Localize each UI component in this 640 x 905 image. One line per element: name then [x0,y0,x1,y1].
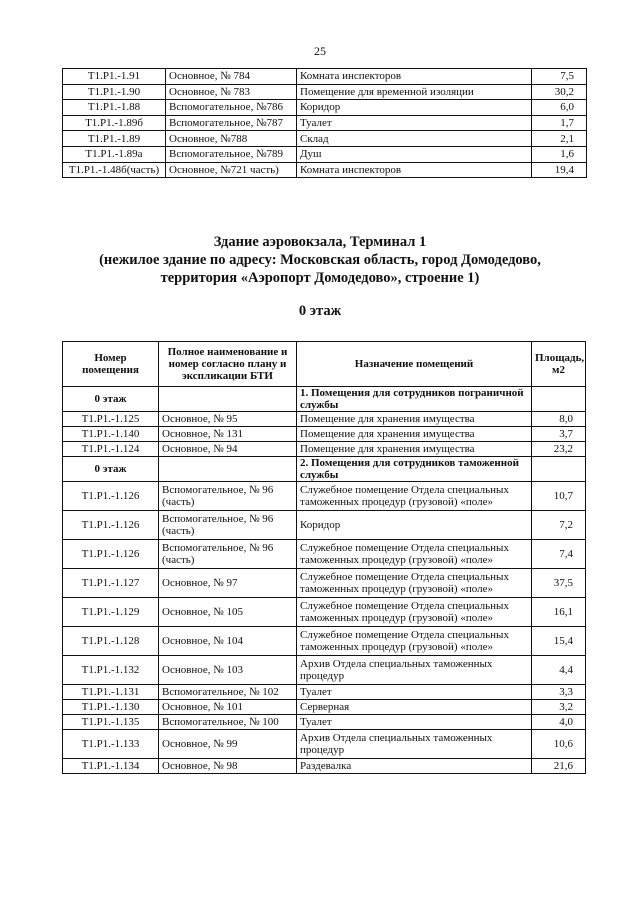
cell-purpose: Душ [297,146,532,162]
header-bti-name: Полное наименование и номер согласно плану и экспликации БТИ [159,342,297,387]
cell-area: 16,1 [532,598,586,627]
cell-purpose: Служебное помещение Отдела специальных таможенных процедур (грузовой) «поле» [297,482,532,511]
cell-room-number: 0 этаж [63,387,159,412]
cell-room-number: T1.P1.-1.125 [63,412,159,427]
cell-bti-name: Основное, №788 [166,131,297,147]
cell-purpose: Служебное помещение Отдела специальных таможенных процедур (грузовой) «поле» [297,569,532,598]
cell-area: 8,0 [532,412,586,427]
cell-purpose: Комната инспекторов [297,162,532,178]
title-line-2: (нежилое здание по адресу: Московская область, город Домодедово, [99,252,541,268]
cell-area: 23,2 [532,442,586,457]
cell-area: 2,1 [532,131,587,147]
table-row [63,69,587,85]
cell-room-number: T1.P1.-1.129 [63,598,159,627]
table-row [63,84,587,100]
cell-room-number: T1.P1.-1.126 [63,482,159,511]
table-row [63,115,587,131]
cell-room-number: T1.P1.-1.130 [63,700,159,715]
cell-purpose: Раздевалка [297,759,532,774]
cell-bti-name: Вспомогательное, № 96 (часть) [159,482,297,511]
cell-purpose: Помещение для хранения имущества [297,427,532,442]
cell-area: 7,2 [532,511,586,540]
section-row [63,387,586,412]
cell-bti-name: Основное, № 104 [159,627,297,656]
cell-bti-name: Основное, № 95 [159,412,297,427]
cell-room-number: T1.P1.-1.134 [63,759,159,774]
cell-purpose: Серверная [297,700,532,715]
cell-bti-name: Вспомогательное, №786 [166,100,297,116]
cell-area: 3,2 [532,700,586,715]
cell-area: 1,6 [532,146,587,162]
table-row [63,730,586,759]
cell-bti-name: Основное, №721 часть) [166,162,297,178]
cell-purpose: 1. Помещения для сотрудников пограничной службы [297,387,532,412]
cell-room-number: 0 этаж [63,457,159,482]
building-title [0,233,640,287]
table-row [63,569,586,598]
cell-area: 15,4 [532,627,586,656]
cell-room-number: T1.P1.-1.89а [63,146,166,162]
cell-bti-name: Вспомогательное, № 100 [159,715,297,730]
section-row [63,457,586,482]
cell-room-number: T1.P1.-1.126 [63,511,159,540]
cell-area [532,387,586,412]
cell-bti-name [159,387,297,412]
table-row [63,427,586,442]
page-number: 25 [314,44,326,58]
cell-bti-name: Основное, № 783 [166,84,297,100]
cell-purpose: Туалет [297,115,532,131]
table-row [63,627,586,656]
cell-bti-name [159,457,297,482]
table-row [63,131,587,147]
cell-bti-name: Вспомогательное, № 96 (часть) [159,540,297,569]
cell-bti-name: Основное, № 105 [159,598,297,627]
cell-area: 4,0 [532,715,586,730]
cell-area: 3,3 [532,685,586,700]
cell-purpose: Комната инспекторов [297,69,532,85]
cell-area: 21,6 [532,759,586,774]
cell-purpose: Помещение для хранения имущества [297,442,532,457]
header-area: Площадь, м2 [532,342,586,387]
cell-purpose: Туалет [297,685,532,700]
cell-bti-name: Основное, № 99 [159,730,297,759]
cell-purpose: Архив Отдела специальных таможенных процедур [297,656,532,685]
cell-area: 19,4 [532,162,587,178]
cell-purpose: Помещение для хранения имущества [297,412,532,427]
cell-room-number: T1.P1.-1.48б(часть) [63,162,166,178]
table-row [63,482,586,511]
cell-area: 10,7 [532,482,586,511]
title-line-1: Здание аэровокзала, Терминал 1 [213,234,427,250]
cell-purpose: Служебное помещение Отдела специальных таможенных процедур (грузовой) «поле» [297,627,532,656]
cell-bti-name: Вспомогательное, №789 [166,146,297,162]
cell-area: 4,4 [532,656,586,685]
cell-room-number: T1.P1.-1.89б [63,115,166,131]
floor-heading: 0 этаж [298,303,342,319]
cell-area [532,457,586,482]
cell-bti-name: Вспомогательное, № 102 [159,685,297,700]
cell-bti-name: Основное, № 98 [159,759,297,774]
cell-purpose: Коридор [297,511,532,540]
cell-area: 37,5 [532,569,586,598]
cell-bti-name: Основное, № 101 [159,700,297,715]
cell-purpose: 2. Помещения для сотрудников таможенной службы [297,457,532,482]
table-row [63,700,586,715]
table-row [63,412,586,427]
title-line-3: территория «Аэропорт Домодедово», строение 1) [160,270,480,286]
cell-room-number: T1.P1.-1.90 [63,84,166,100]
table-row [63,146,587,162]
cell-bti-name: Основное, № 131 [159,427,297,442]
table-row [63,511,586,540]
cell-purpose: Помещение для временной изоляции [297,84,532,100]
cell-area: 10,6 [532,730,586,759]
table-row [63,598,586,627]
cell-purpose: Коридор [297,100,532,116]
cell-room-number: T1.P1.-1.135 [63,715,159,730]
cell-bti-name: Вспомогательное, № 96 (часть) [159,511,297,540]
cell-purpose: Туалет [297,715,532,730]
table-row [63,656,586,685]
header-purpose: Назначение помещений [297,342,532,387]
cell-room-number: T1.P1.-1.127 [63,569,159,598]
table-row [63,540,586,569]
cell-room-number: T1.P1.-1.128 [63,627,159,656]
rooms-table [62,341,586,774]
cell-area: 30,2 [532,84,587,100]
cell-room-number: T1.P1.-1.133 [63,730,159,759]
cell-bti-name: Основное, № 103 [159,656,297,685]
header-room-number: Номер помещения [63,342,159,387]
table-row [63,162,587,178]
table-row [63,442,586,457]
cell-room-number: T1.P1.-1.89 [63,131,166,147]
table-row [63,759,586,774]
cell-room-number: T1.P1.-1.131 [63,685,159,700]
cell-bti-name: Вспомогательное, №787 [166,115,297,131]
cell-room-number: T1.P1.-1.140 [63,427,159,442]
cell-area: 7,4 [532,540,586,569]
cell-room-number: T1.P1.-1.132 [63,656,159,685]
table-header [63,342,586,387]
cell-bti-name: Основное, № 784 [166,69,297,85]
table-row [63,685,586,700]
cell-room-number: T1.P1.-1.124 [63,442,159,457]
cell-area: 1,7 [532,115,587,131]
cell-purpose: Служебное помещение Отдела специальных таможенных процедур (грузовой) «поле» [297,540,532,569]
cell-room-number: T1.P1.-1.88 [63,100,166,116]
table-row [63,100,587,116]
cell-purpose: Архив Отдела специальных таможенных процедур [297,730,532,759]
cell-room-number: T1.P1.-1.126 [63,540,159,569]
cell-purpose: Служебное помещение Отдела специальных таможенных процедур (грузовой) «поле» [297,598,532,627]
cell-purpose: Склад [297,131,532,147]
table-row [63,715,586,730]
cell-room-number: T1.P1.-1.91 [63,69,166,85]
continued-rooms-table [62,68,587,178]
cell-area: 7,5 [532,69,587,85]
cell-area: 6,0 [532,100,587,116]
cell-bti-name: Основное, № 94 [159,442,297,457]
cell-area: 3,7 [532,427,586,442]
cell-bti-name: Основное, № 97 [159,569,297,598]
